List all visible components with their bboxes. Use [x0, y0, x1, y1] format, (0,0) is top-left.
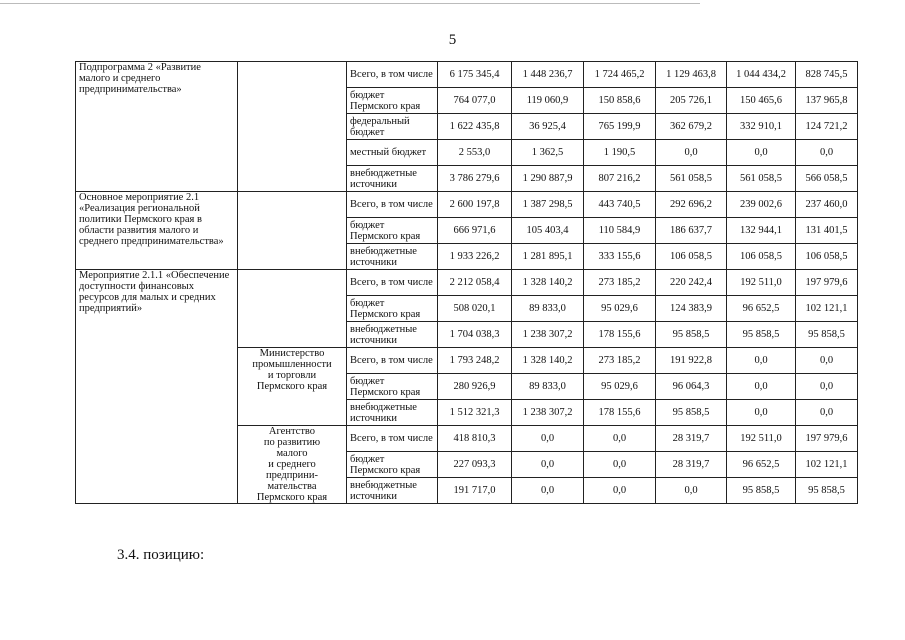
- value-cell: 566 058,5: [796, 166, 858, 192]
- funding-source-cell: бюджет Пермского края: [347, 374, 438, 400]
- funding-source-cell: бюджет Пермского края: [347, 296, 438, 322]
- value-cell: 239 002,6: [727, 192, 796, 218]
- value-cell: 95 029,6: [584, 374, 656, 400]
- value-cell: 95 858,5: [796, 322, 858, 348]
- value-cell: 273 185,2: [584, 348, 656, 374]
- value-cell: 102 121,1: [796, 296, 858, 322]
- value-cell: 106 058,5: [727, 244, 796, 270]
- value-cell: 0,0: [584, 426, 656, 452]
- value-cell: 0,0: [512, 452, 584, 478]
- funding-source-cell: внебюджетные источники: [347, 166, 438, 192]
- value-cell: 186 637,7: [656, 218, 727, 244]
- value-cell: 1 328 140,2: [512, 348, 584, 374]
- value-cell: 36 925,4: [512, 114, 584, 140]
- value-cell: 0,0: [796, 140, 858, 166]
- value-cell: 95 858,5: [727, 322, 796, 348]
- value-cell: 2 600 197,8: [438, 192, 512, 218]
- value-cell: 1 238 307,2: [512, 322, 584, 348]
- value-cell: 1 512 321,3: [438, 400, 512, 426]
- value-cell: 1 933 226,2: [438, 244, 512, 270]
- value-cell: 2 212 058,4: [438, 270, 512, 296]
- funding-source-cell: бюджет Пермского края: [347, 88, 438, 114]
- value-cell: 237 460,0: [796, 192, 858, 218]
- value-cell: 828 745,5: [796, 62, 858, 88]
- value-cell: 1 362,5: [512, 140, 584, 166]
- value-cell: 178 155,6: [584, 322, 656, 348]
- value-cell: 95 858,5: [656, 322, 727, 348]
- executor-cell: [238, 192, 347, 270]
- funding-source-cell: Всего, в том числе: [347, 426, 438, 452]
- program-name-cell: Подпрограмма 2 «Развитие малого и среднего предпринимательства»: [76, 62, 238, 192]
- value-cell: 362 679,2: [656, 114, 727, 140]
- value-cell: 0,0: [727, 374, 796, 400]
- funding-source-cell: внебюджетные источники: [347, 244, 438, 270]
- value-cell: 192 511,0: [727, 270, 796, 296]
- value-cell: 197 979,6: [796, 270, 858, 296]
- value-cell: 2 553,0: [438, 140, 512, 166]
- value-cell: 0,0: [727, 140, 796, 166]
- value-cell: 95 858,5: [727, 478, 796, 504]
- value-cell: 1 793 248,2: [438, 348, 512, 374]
- program-name-cell: Основное мероприятие 2.1 «Реализация региональной политики Пермского края в области развития малого и среднего предпринимательства»: [76, 192, 238, 270]
- value-cell: 333 155,6: [584, 244, 656, 270]
- funding-source-cell: федеральный бюджет: [347, 114, 438, 140]
- value-cell: 95 858,5: [796, 478, 858, 504]
- value-cell: 1 129 463,8: [656, 62, 727, 88]
- value-cell: 0,0: [656, 140, 727, 166]
- value-cell: 89 833,0: [512, 296, 584, 322]
- value-cell: 96 652,5: [727, 452, 796, 478]
- value-cell: 443 740,5: [584, 192, 656, 218]
- value-cell: 28 319,7: [656, 426, 727, 452]
- value-cell: 124 383,9: [656, 296, 727, 322]
- value-cell: 132 944,1: [727, 218, 796, 244]
- value-cell: 110 584,9: [584, 218, 656, 244]
- value-cell: 1 724 465,2: [584, 62, 656, 88]
- value-cell: 561 058,5: [656, 166, 727, 192]
- value-cell: 0,0: [512, 478, 584, 504]
- scan-top-edge: [0, 3, 700, 4]
- value-cell: 106 058,5: [656, 244, 727, 270]
- value-cell: 561 058,5: [727, 166, 796, 192]
- value-cell: 418 810,3: [438, 426, 512, 452]
- value-cell: 89 833,0: [512, 374, 584, 400]
- value-cell: 508 020,1: [438, 296, 512, 322]
- program-name-cell: Мероприятие 2.1.1 «Обеспечение доступности финансовых ресурсов для малых и средних предприятий»: [76, 270, 238, 504]
- value-cell: 95 029,6: [584, 296, 656, 322]
- value-cell: 1 622 435,8: [438, 114, 512, 140]
- value-cell: 124 721,2: [796, 114, 858, 140]
- value-cell: 273 185,2: [584, 270, 656, 296]
- value-cell: 0,0: [796, 348, 858, 374]
- value-cell: 1 387 298,5: [512, 192, 584, 218]
- value-cell: 0,0: [796, 400, 858, 426]
- value-cell: 1 448 236,7: [512, 62, 584, 88]
- value-cell: 95 858,5: [656, 400, 727, 426]
- executor-cell: [238, 270, 347, 348]
- table-row: [76, 192, 858, 218]
- value-cell: 765 199,9: [584, 114, 656, 140]
- value-cell: 106 058,5: [796, 244, 858, 270]
- value-cell: 105 403,4: [512, 218, 584, 244]
- value-cell: 280 926,9: [438, 374, 512, 400]
- value-cell: 220 242,4: [656, 270, 727, 296]
- funding-source-cell: Всего, в том числе: [347, 192, 438, 218]
- value-cell: 131 401,5: [796, 218, 858, 244]
- funding-source-cell: Всего, в том числе: [347, 270, 438, 296]
- budget-table: [75, 61, 858, 504]
- value-cell: 1 044 434,2: [727, 62, 796, 88]
- value-cell: 227 093,3: [438, 452, 512, 478]
- executor-cell: Министерство промышленности и торговли Пермского края: [238, 348, 347, 426]
- value-cell: 332 910,1: [727, 114, 796, 140]
- value-cell: 96 064,3: [656, 374, 727, 400]
- value-cell: 666 971,6: [438, 218, 512, 244]
- value-cell: 119 060,9: [512, 88, 584, 114]
- executor-cell: [238, 62, 347, 192]
- value-cell: 0,0: [727, 400, 796, 426]
- value-cell: 1 190,5: [584, 140, 656, 166]
- value-cell: 1 328 140,2: [512, 270, 584, 296]
- value-cell: 191 717,0: [438, 478, 512, 504]
- value-cell: 0,0: [584, 478, 656, 504]
- page-number: 5: [448, 32, 457, 48]
- funding-source-cell: бюджет Пермского края: [347, 452, 438, 478]
- value-cell: 197 979,6: [796, 426, 858, 452]
- value-cell: 292 696,2: [656, 192, 727, 218]
- value-cell: 0,0: [796, 374, 858, 400]
- funding-source-cell: внебюджетные источники: [347, 400, 438, 426]
- funding-source-cell: местный бюджет: [347, 140, 438, 166]
- value-cell: 137 965,8: [796, 88, 858, 114]
- value-cell: 1 238 307,2: [512, 400, 584, 426]
- value-cell: 205 726,1: [656, 88, 727, 114]
- value-cell: 96 652,5: [727, 296, 796, 322]
- value-cell: 0,0: [727, 348, 796, 374]
- funding-source-cell: бюджет Пермского края: [347, 218, 438, 244]
- funding-source-cell: внебюджетные источники: [347, 478, 438, 504]
- value-cell: 178 155,6: [584, 400, 656, 426]
- table-row: [76, 270, 858, 296]
- value-cell: 0,0: [584, 452, 656, 478]
- value-cell: 1 290 887,9: [512, 166, 584, 192]
- value-cell: 102 121,1: [796, 452, 858, 478]
- value-cell: 1 704 038,3: [438, 322, 512, 348]
- table-row: [76, 62, 858, 88]
- value-cell: 28 319,7: [656, 452, 727, 478]
- value-cell: 764 077,0: [438, 88, 512, 114]
- value-cell: 0,0: [656, 478, 727, 504]
- value-cell: 150 465,6: [727, 88, 796, 114]
- value-cell: 807 216,2: [584, 166, 656, 192]
- value-cell: 1 281 895,1: [512, 244, 584, 270]
- value-cell: 150 858,6: [584, 88, 656, 114]
- funding-source-cell: внебюджетные источники: [347, 322, 438, 348]
- funding-source-cell: Всего, в том числе: [347, 348, 438, 374]
- value-cell: 0,0: [512, 426, 584, 452]
- value-cell: 191 922,8: [656, 348, 727, 374]
- section-heading: 3.4. позицию:: [117, 547, 205, 563]
- executor-cell: Агентство по развитию малого и среднего предприни- мательства Пермского края: [238, 426, 347, 504]
- value-cell: 192 511,0: [727, 426, 796, 452]
- funding-source-cell: Всего, в том числе: [347, 62, 438, 88]
- value-cell: 3 786 279,6: [438, 166, 512, 192]
- value-cell: 6 175 345,4: [438, 62, 512, 88]
